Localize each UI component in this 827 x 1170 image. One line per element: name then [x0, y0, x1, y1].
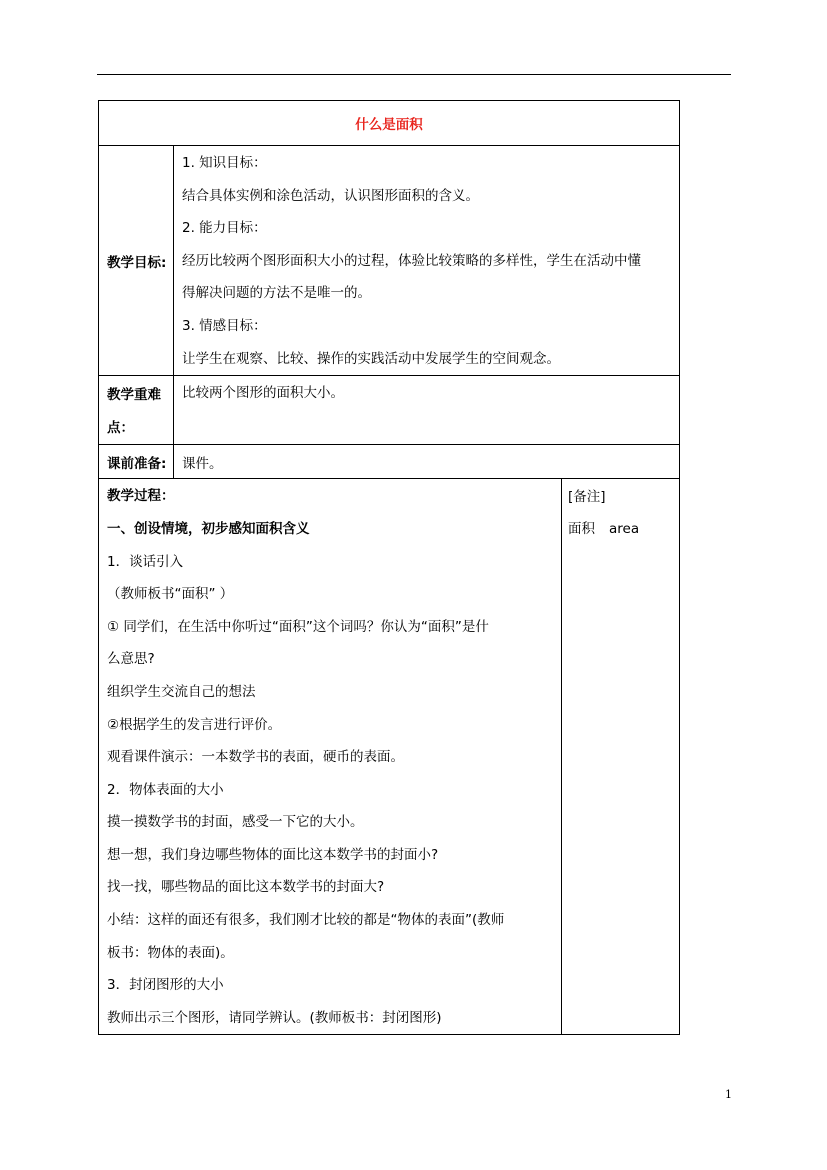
process-line: 么意思?	[107, 651, 155, 668]
process-line: 3．封闭图形的大小	[107, 977, 224, 994]
notes-term	[568, 513, 679, 545]
process-line: 2．物体表面的大小	[107, 781, 224, 798]
objective-line: 经历比较两个图形面积大小的过程，体验比较策略的多样性，学生在活动中懂	[182, 252, 641, 269]
key-points-row	[99, 376, 680, 445]
process-line: 板书：物体的表面)。	[107, 944, 234, 961]
objective-line: 让学生在观察、比较、操作的实践活动中发展学生的空间观念。	[182, 350, 560, 367]
objective-line: 3. 情感目标：	[182, 317, 267, 334]
process-line: 组织学生交流自己的想法	[107, 683, 256, 700]
process-line: 小结：这样的面还有很多，我们刚才比较的都是“物体的表面”(教师	[107, 912, 505, 929]
key-points-label-line2: 点：	[107, 419, 134, 436]
preparation-content: 课件。	[174, 445, 680, 479]
key-points-label	[99, 376, 174, 445]
process-heading: 教学过程：	[107, 488, 175, 505]
process-line: 1．谈话引入	[107, 553, 184, 570]
objective-line: 结合具体实例和涂色活动，认识图形面积的含义。	[182, 187, 479, 204]
objectives-label: 教学目标:	[99, 146, 174, 376]
process-line: （教师板书“面积” ）	[107, 586, 234, 603]
process-line: 想一想，我们身边哪些物体的面比这本数学书的封面小?	[107, 846, 439, 863]
process-row	[99, 479, 680, 1035]
objectives-content	[174, 146, 680, 376]
page-number: 1	[725, 1088, 732, 1101]
process-section-heading: 一、创设情境，初步感知面积含义	[107, 520, 310, 537]
lesson-plan-table	[98, 100, 680, 1035]
notes-term-cn: 面积	[568, 521, 595, 538]
process-line: 观看课件演示：一本数学书的表面，硬币的表面。	[107, 749, 404, 766]
header-rule	[97, 74, 731, 75]
objective-line: 2. 能力目标：	[182, 220, 267, 237]
notes-header: [备注]	[568, 489, 606, 506]
key-points-text: 比较两个图形的面积大小。	[182, 385, 344, 402]
title-row	[99, 101, 680, 146]
objectives-row	[99, 146, 680, 376]
preparation-label: 课前准备:	[99, 445, 174, 479]
process-line: 教师出示三个图形，请同学辨认。(教师板书：封闭图形)	[107, 1009, 442, 1026]
process-line: ②根据学生的发言进行评价。	[107, 716, 282, 733]
objective-line: 1. 知识目标：	[182, 155, 267, 171]
objective-line: 得解决问题的方法不是唯一的。	[182, 285, 371, 302]
lesson-title: 什么是面积	[99, 101, 680, 146]
preparation-row	[99, 445, 680, 479]
process-line: ① 同学们，在生活中你听过“面积”这个词吗？你认为“面积”是什	[107, 618, 489, 635]
process-line: 找一找，哪些物品的面比这本数学书的封面大?	[107, 879, 385, 896]
notes-term-en: area	[609, 521, 640, 538]
process-line: 摸一摸数学书的封面，感受一下它的大小。	[107, 814, 364, 831]
key-points-content	[174, 376, 680, 445]
key-points-label-line1: 教学重难	[107, 387, 161, 404]
process-content	[99, 479, 562, 1035]
notes-column	[562, 479, 680, 1035]
